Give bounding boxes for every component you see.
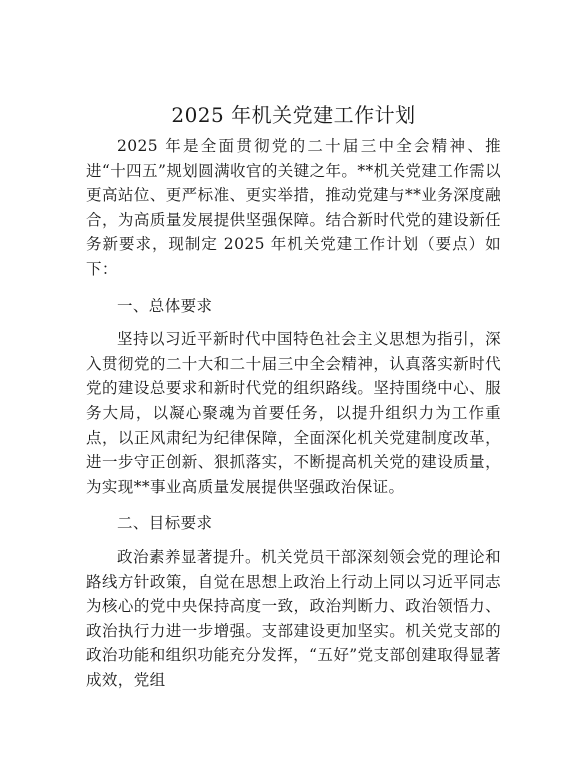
section-heading-overall-requirements: 一、总体要求 xyxy=(117,296,213,315)
intro-paragraph: 2025 年是全面贯彻党的二十届三中全会精神、推进“十四五”规划圆满收官的关键之年。**机关党建工作需以更高站位、更严标准、更实举措，推动党建与**业务深度融合，为高质量发展提供坚强保障。结合新时代党的建设新任务新要求，现制定 2025 年机关党建工作计划（要点）如下： xyxy=(86,137,501,278)
section-heading-goals: 二、目标要求 xyxy=(117,514,213,533)
document-page xyxy=(86,100,501,692)
document-title: 2025 年机关党建工作计划 xyxy=(171,103,416,127)
section-body-overall-requirements: 坚持以习近平新时代中国特色社会主义思想为指引，深入贯彻党的二十大和二十届三中全会精神，认真落实新时代党的建设总要求和新时代党的组织路线。坚持围绕中心、服务大局，以凝心聚魂为首要任务，以提升组织力为工作重点，以正风肃纪为纪律保障，全面深化机关党建制度改革，进一步守正创新、狠抓落实，不断提高机关党的建设质量，为实现**事业高质量发展提供坚强政治保证。 xyxy=(86,330,501,496)
section-body-goals: 政治素养显著提升。机关党员干部深刻领会党的理论和路线方针政策，自觉在思想上政治上行动上同以习近平同志为核心的党中央保持高度一致，政治判断力、政治领悟力、政治执行力进一步增强。支部建设更加坚实。机关党支部的政治功能和组织功能充分发挥，“五好”党支部创建取得显著成效，党组 xyxy=(86,547,501,689)
